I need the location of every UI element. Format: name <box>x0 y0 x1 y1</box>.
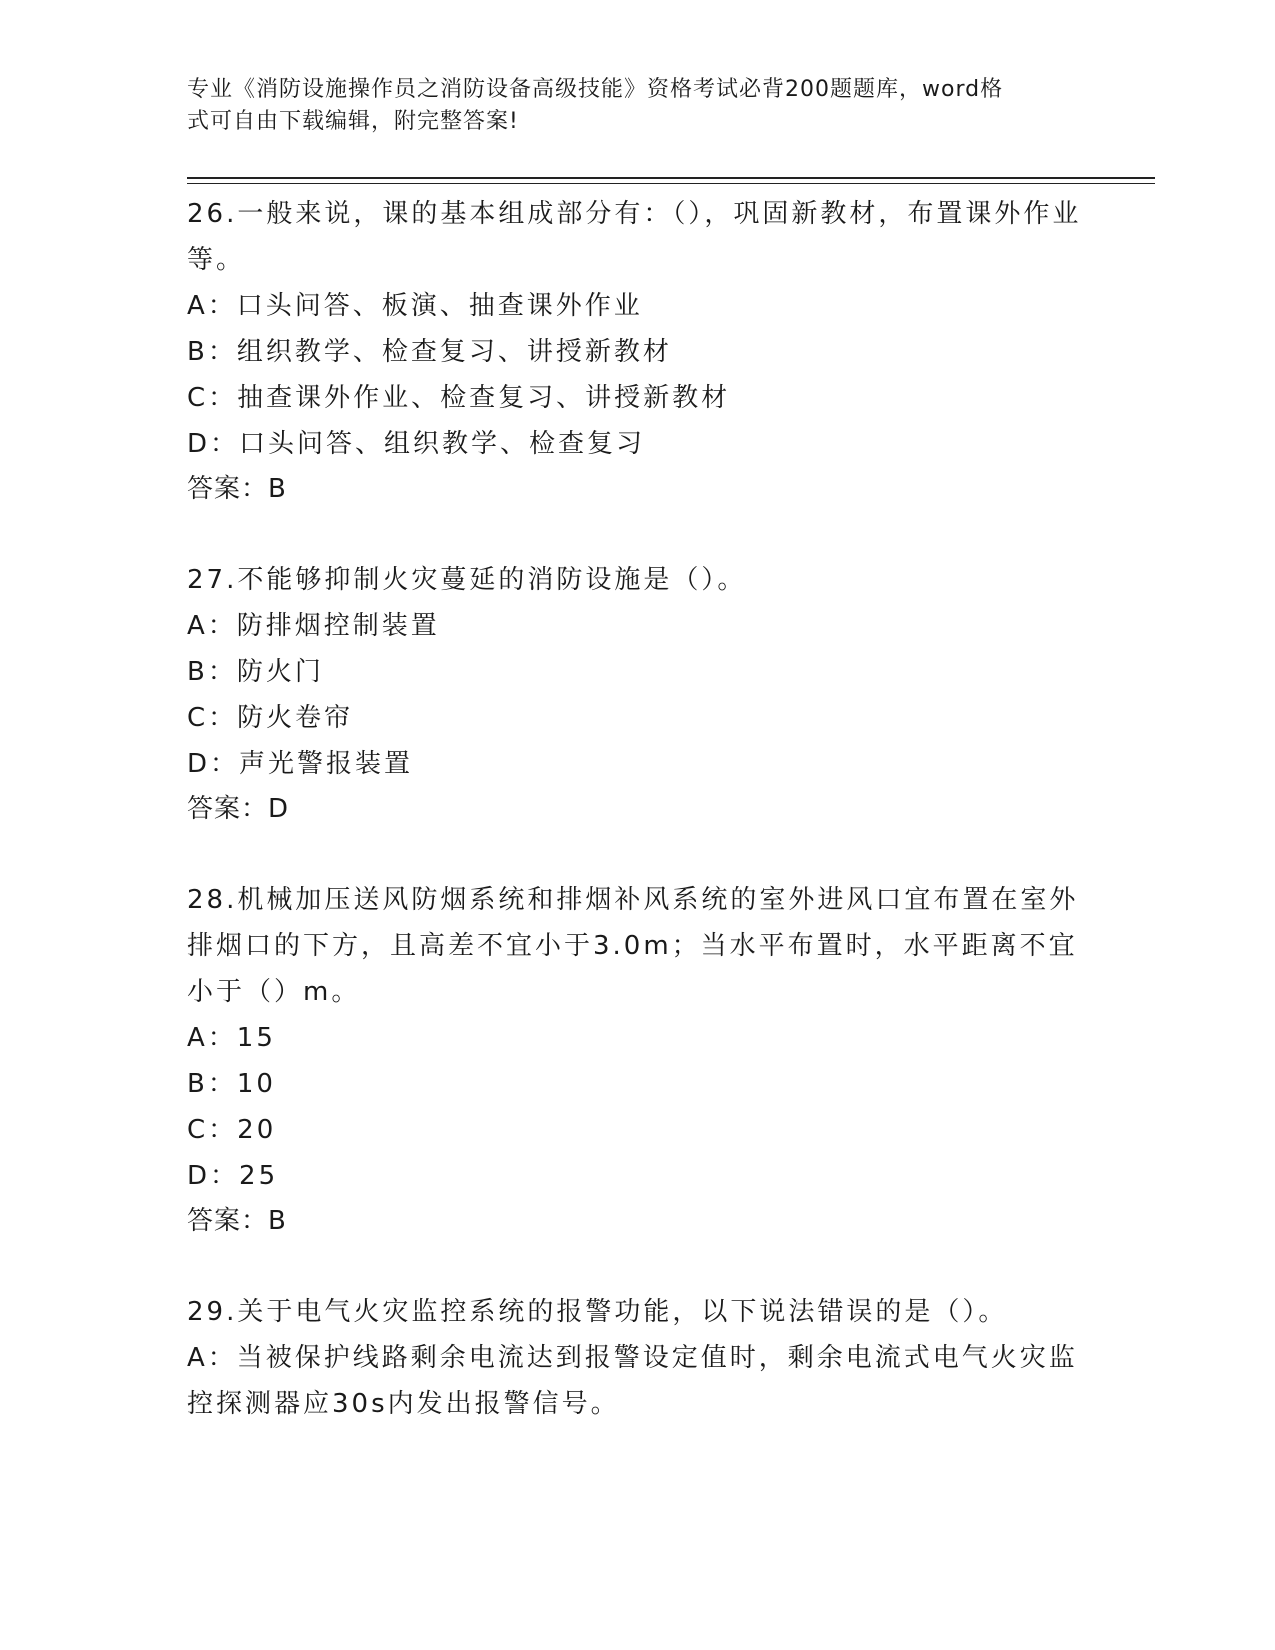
option-d: D：声光警报装置 <box>187 749 414 779</box>
question-26 <box>187 191 1087 511</box>
question-text: 27.不能够抑制火灾蔓延的消防设施是（）。 <box>187 565 747 595</box>
answer-text: 答案：D <box>187 794 290 824</box>
option-c: C：20 <box>187 1115 277 1145</box>
question-text: 28.机械加压送风防烟系统和排烟补风系统的室外进风口宜布置在室外排烟口的下方，且高差不宜小于3.0m；当水平布置时，水平距离不宜小于（）m。 <box>187 885 1079 1007</box>
option-b: B：组织教学、检查复习、讲授新教材 <box>187 337 672 367</box>
option-c: C：抽查课外作业、检查复习、讲授新教材 <box>187 383 731 413</box>
question-27 <box>187 557 1087 831</box>
answer-text: 答案：B <box>187 474 287 504</box>
option-a: A：口头问答、板演、抽查课外作业 <box>187 291 643 321</box>
header-line-2: 式可自由下载编辑，附完整答案! <box>187 109 519 134</box>
option-d: D：口头问答、组织教学、检查复习 <box>187 429 646 459</box>
option-a: A：15 <box>187 1023 276 1053</box>
option-a: A：防排烟控制装置 <box>187 611 440 641</box>
header-divider <box>187 177 1155 184</box>
question-29 <box>187 1289 1087 1427</box>
document-header <box>187 74 1077 138</box>
question-28 <box>187 877 1087 1243</box>
option-b: B：防火门 <box>187 657 324 687</box>
question-text: 29.关于电气火灾监控系统的报警功能，以下说法错误的是（）。 <box>187 1297 1008 1327</box>
option-d: D：25 <box>187 1161 279 1191</box>
option-c: C：防火卷帘 <box>187 703 354 733</box>
header-line-1: 专业《消防设施操作员之消防设备高级技能》资格考试必背200题题库，word格 <box>187 77 1004 102</box>
question-text: 26.一般来说，课的基本组成部分有：（），巩固新教材，布置课外作业等。 <box>187 199 1082 275</box>
answer-text: 答案：B <box>187 1206 287 1236</box>
option-a: A：当被保护线路剩余电流达到报警设定值时，剩余电流式电气火灾监控探测器应30s内发出报警信号。 <box>187 1343 1078 1419</box>
option-b: B：10 <box>187 1069 276 1099</box>
question-list <box>187 191 1087 1473</box>
